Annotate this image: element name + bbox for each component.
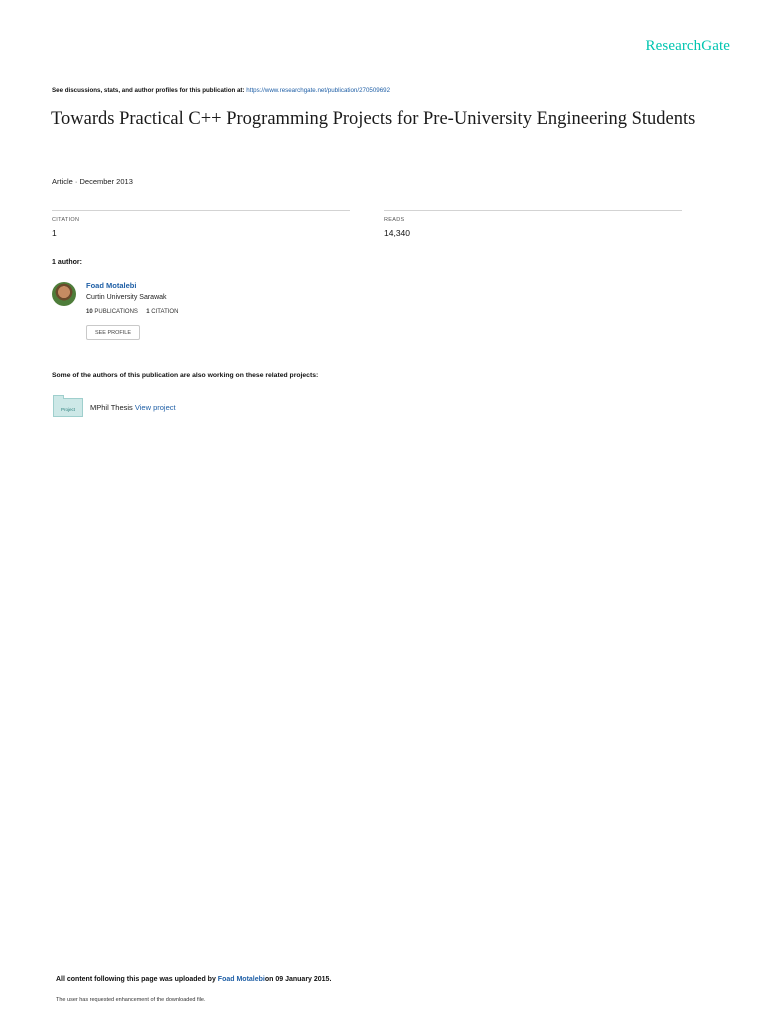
discussion-text: See discussions, stats, and author profiles for this publication at: [52,87,245,94]
see-profile-button[interactable]: SEE PROFILE [86,325,140,340]
discussion-line [52,87,390,94]
author-avatar[interactable] [52,282,76,306]
publication-url-link[interactable]: https://www.researchgate.net/publication/270509692 [246,87,391,94]
paper-title: Towards Practical C++ Programming Projects for Pre-University Engineering Students [51,109,696,129]
upload-suffix: on 09 January 2015. [264,976,332,983]
uploader-link[interactable]: Foad Motalebi [217,976,265,983]
publications-label: PUBLICATIONS [94,309,138,315]
enhancement-note: The user has requested enhancement of the downloaded file. [56,997,206,1003]
authors-heading: 1 author: [52,259,82,266]
reads-value: 14,340 [384,228,410,238]
author-institution: Curtin University Sarawak [86,294,167,301]
citations-count: 1 [146,309,150,315]
divider-reads [384,210,682,211]
reads-label: READS [384,217,405,223]
citation-label: CITATION [52,217,80,223]
divider-citation [52,210,350,211]
researchgate-logo[interactable]: ResearchGate [645,38,730,54]
project-entry [90,403,176,412]
citations-label: CITATION [151,309,179,315]
publications-count: 10 [86,309,93,315]
citation-value: 1 [52,228,57,238]
project-name: MPhil Thesis [90,403,133,412]
view-project-link[interactable]: View project [134,403,176,412]
related-projects-heading: Some of the authors of this publication are also working on these related projects: [52,372,319,379]
upload-footer [56,976,331,983]
project-box-label: Project [60,407,75,412]
article-meta: Article · December 2013 [52,177,133,186]
author-stats [86,309,178,315]
upload-prefix: All content following this page was uploaded by [56,976,216,983]
project-folder-icon [53,398,83,417]
author-name-link[interactable]: Foad Motalebi [86,281,137,290]
